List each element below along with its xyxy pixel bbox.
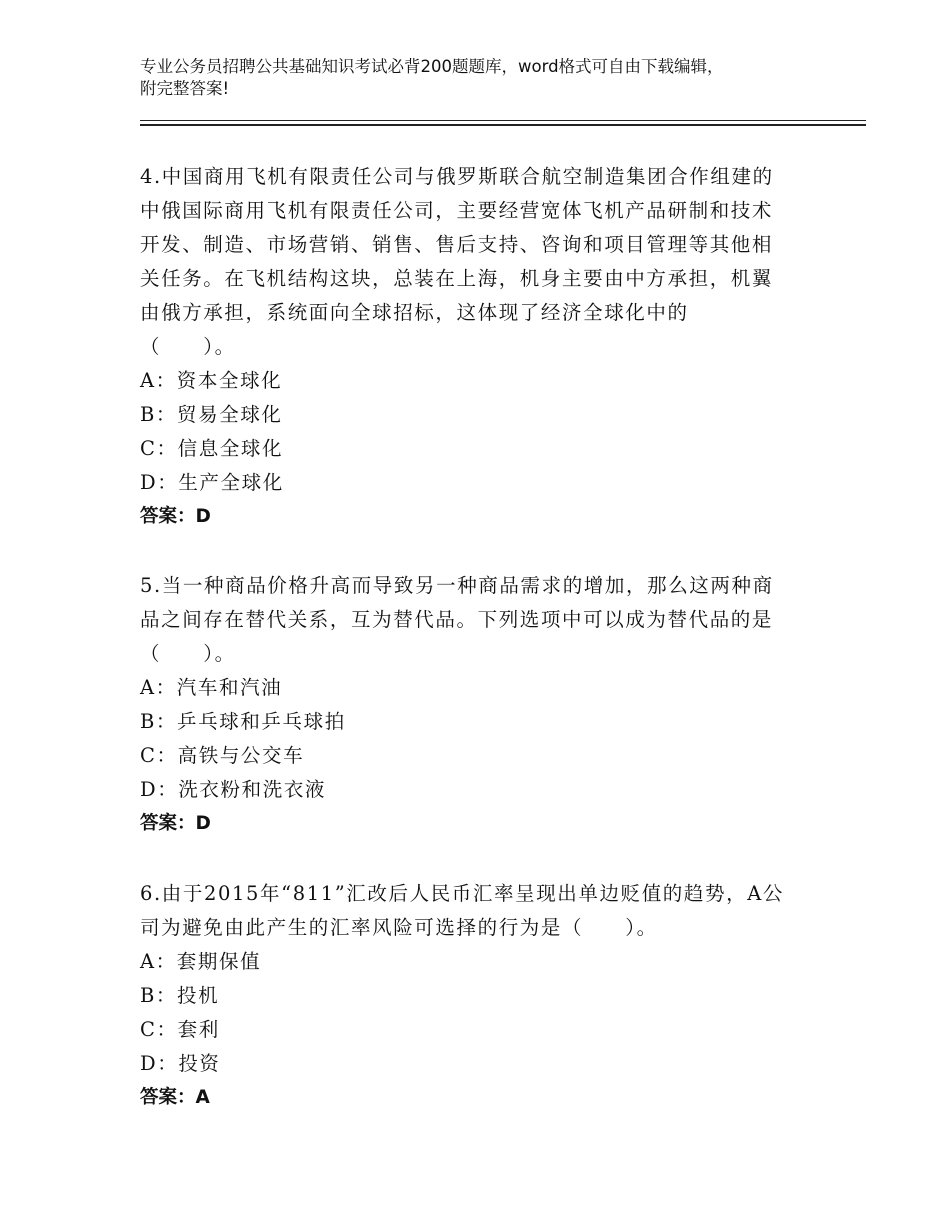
stem-line: 关任务。在飞机结构这块，总装在上海，机身主要由中方承担，机翼	[140, 267, 774, 290]
option-c: C：套利	[140, 1018, 220, 1041]
stem-line: 4.中国商用飞机有限责任公司与俄罗斯联合航空制造集团合作组建的	[140, 165, 774, 188]
option-d: D：生产全球化	[140, 471, 284, 494]
option-d: D：投资	[140, 1052, 221, 1075]
question-4	[140, 160, 830, 534]
question-5	[140, 569, 830, 841]
question-6-stem	[140, 877, 830, 945]
header-divider-thick	[140, 124, 866, 126]
stem-line: （ ）。	[140, 642, 236, 665]
stem-line: 中俄国际商用飞机有限责任公司，主要经营宽体飞机产品研制和技术	[140, 199, 774, 222]
option-a: A：套期保值	[140, 950, 262, 973]
stem-line: 开发、制造、市场营销、销售、售后支持、咨询和项目管理等其他相	[140, 233, 774, 256]
stem-line: 司为避免由此产生的汇率风险可选择的行为是（ ）。	[140, 916, 658, 939]
option-c: C：信息全球化	[140, 437, 284, 460]
stem-line: （ ）。	[140, 335, 236, 358]
stem-line: 由俄方承担，系统面向全球招标，这体现了经济全球化中的	[140, 301, 689, 324]
option-a: A：资本全球化	[140, 369, 283, 392]
answer: 答案：A	[140, 1087, 210, 1108]
option-b: B：投机	[140, 984, 220, 1007]
header-divider-thin	[140, 120, 866, 121]
option-d: D：洗衣粉和洗衣液	[140, 778, 327, 801]
stem-line: 6.由于2015年“811”汇改后人民币汇率呈现出单边贬值的趋势，A公	[140, 882, 784, 905]
header-line-1: 专业公务员招聘公共基础知识考试必背200题题库，word格式可自由下载编辑，	[140, 57, 724, 76]
option-b: B：乒乓球和乒乓球拍	[140, 710, 346, 733]
option-c: C：高铁与公交车	[140, 744, 305, 767]
answer: 答案：D	[140, 813, 211, 834]
question-6	[140, 877, 830, 1115]
question-5-stem	[140, 569, 830, 671]
header-line-2: 附完整答案!	[140, 79, 230, 98]
option-a: A：汽车和汽油	[140, 676, 283, 699]
stem-line: 5.当一种商品价格升高而导致另一种商品需求的增加，那么这两种商	[140, 574, 774, 597]
question-4-stem	[140, 160, 830, 364]
option-b: B：贸易全球化	[140, 403, 283, 426]
stem-line: 品之间存在替代关系，互为替代品。下列选项中可以成为替代品的是	[140, 608, 774, 631]
answer: 答案：D	[140, 506, 211, 527]
document-header	[140, 56, 830, 100]
